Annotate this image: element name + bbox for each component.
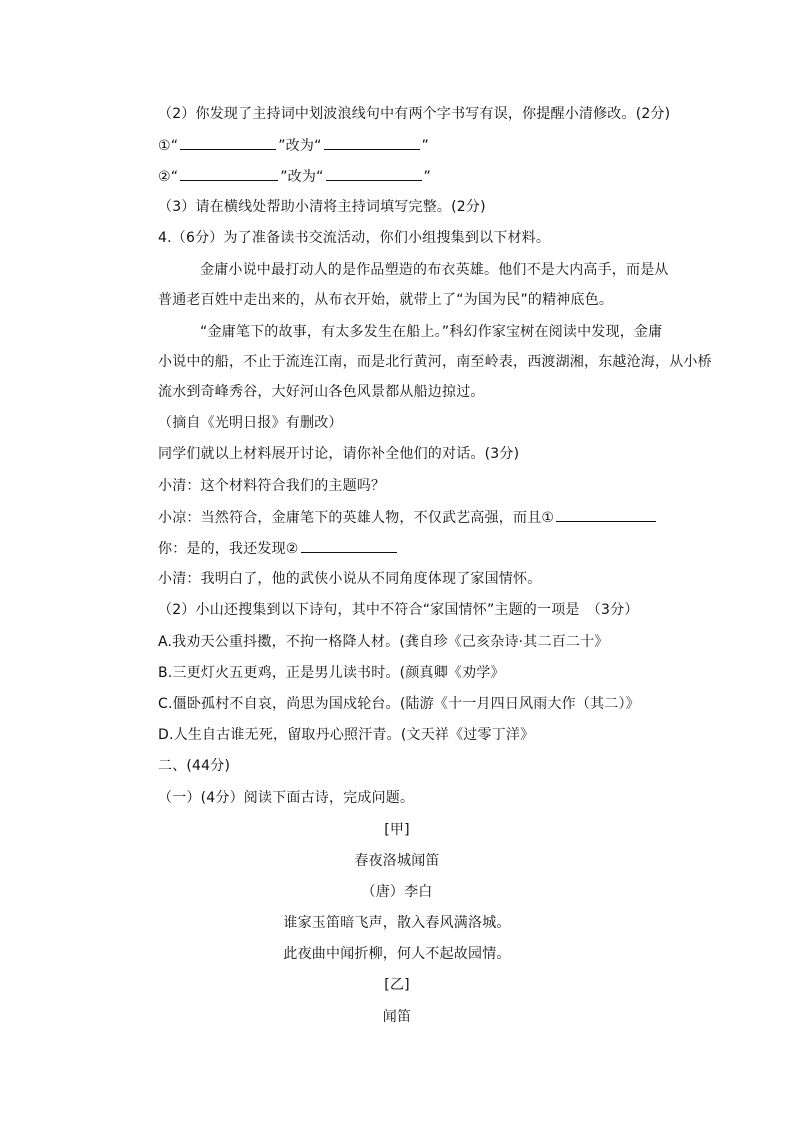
- dialog-line-3-text: 你：是的，我还发现②: [158, 541, 299, 557]
- correction-2: [158, 166, 431, 187]
- dialog-line-2: [158, 507, 658, 528]
- poem-1-line-2: 此夜曲中闻折柳，何人不起故园情。: [283, 946, 511, 962]
- question-4-2-prompt: （2）小山还搜集到以下诗句，其中不符合“家国情怀”主题的一项是 （3分）: [158, 602, 639, 618]
- poem-1-label: [甲]: [384, 822, 410, 838]
- correction-1-wrong-blank[interactable]: [180, 135, 276, 150]
- correction-2-right-blank[interactable]: [326, 166, 422, 181]
- correction-1-mid: ”改为“: [278, 138, 322, 154]
- poem-1-title: 春夜洛城闻笛: [354, 853, 440, 869]
- discussion-prompt: 同学们就以上材料展开讨论，请你补全他们的对话。(3分): [158, 446, 520, 462]
- poem-2-label: [乙]: [384, 977, 410, 993]
- material-1-line-1: 金庸小说中最打动人的是作品塑造的布衣英雄。他们不是大内高手，而是从: [200, 262, 669, 278]
- dialog-line-1: 小清：这个材料符合我们的主题吗？: [158, 478, 386, 494]
- correction-2-suffix: ”: [423, 169, 431, 185]
- correction-2-prefix: ②“: [158, 169, 179, 185]
- dialog-line-3: [158, 538, 399, 559]
- poem-2-title: 闻笛: [382, 1009, 412, 1025]
- question-2-prompt: （2）你发现了主持词中划波浪线句中有两个字书写有误，你提醒小清修改。(2分): [158, 106, 671, 122]
- option-a: A.我劝天公重抖擞，不拘一格降人材。(龚自珍《己亥杂诗·其二百二十》: [158, 634, 609, 650]
- question-3-prompt: （3）请在横线处帮助小清将主持词填写完整。(2分): [158, 199, 486, 215]
- poem-1-author: （唐）李白: [361, 884, 433, 900]
- correction-2-wrong-blank[interactable]: [180, 166, 278, 181]
- correction-1-prefix: ①“: [158, 138, 179, 154]
- question-4-intro: 4.（6分）为了准备读书交流活动，你们小组搜集到以下材料。: [158, 230, 551, 246]
- correction-1-suffix: ”: [421, 138, 429, 154]
- option-b: B.三更灯火五更鸡，正是男儿读书时。(颜真卿《劝学》: [158, 665, 505, 681]
- poem-1-line-1: 谁家玉笛暗飞声，散入春风满洛城。: [283, 915, 511, 931]
- material-2-line-3: 流水到奇峰秀谷，大好河山各色风景都从船边掠过。: [158, 384, 485, 400]
- answer-blank-2[interactable]: [301, 538, 397, 553]
- dialog-line-2-text: 小凉：当然符合，金庸笔下的英雄人物，不仅武艺高强，而且①: [158, 510, 555, 526]
- dialog-line-4: 小清：我明白了，他的武侠小说从不同角度体现了家国情怀。: [158, 571, 542, 587]
- material-2-line-2: 小说中的船，不止于流连江南，而是北行黄河，南至岭表，西渡湖湘，东越沧海，从小桥: [158, 354, 712, 370]
- part-1-prompt: （一）(4分）阅读下面古诗，完成问题。: [158, 790, 415, 806]
- material-source: （摘自《光明日报》有删改）: [158, 415, 343, 431]
- material-1-line-2: 普通老百姓中走出来的，从布衣开始，就带上了“为国为民”的精神底色。: [158, 292, 614, 308]
- correction-2-mid: ”改为“: [280, 169, 324, 185]
- option-c: C.僵卧孤村不自哀，尚思为国戍轮台。(陆游《十一月四日风雨大作（其二）》: [158, 696, 640, 712]
- correction-1: [158, 135, 429, 156]
- correction-1-right-blank[interactable]: [324, 135, 420, 150]
- answer-blank-1[interactable]: [556, 507, 656, 522]
- section-2-heading: 二、(44分): [158, 758, 231, 774]
- material-2-line-1: “金庸笔下的故事，有太多发生在船上。”科幻作家宝树在阅读中发现，金庸: [200, 324, 663, 340]
- option-d: D.人生自古谁无死，留取丹心照汗青。(文天祥《过零丁洋》: [158, 727, 535, 743]
